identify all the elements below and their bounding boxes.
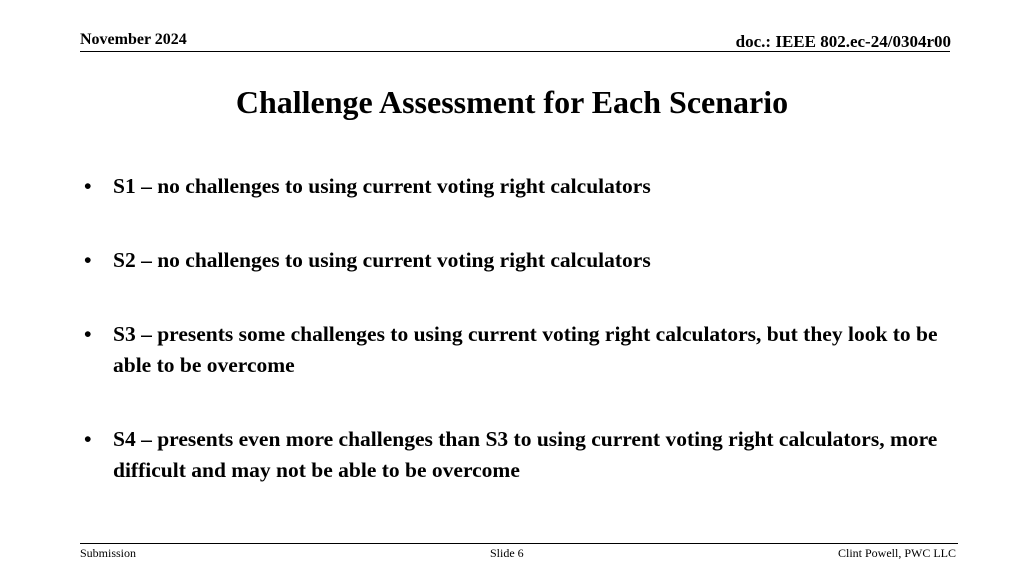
bullet-text: S3 – presents some challenges to using current voting right calculators, but they look to be able to be overcome [113,322,938,377]
bullet-marker-icon: • [84,427,92,451]
bullet-item-s1 [84,171,964,202]
footer-submission: Submission [80,546,137,560]
bullet-text: S4 – presents even more challenges than S3 to using current voting right calculators, more difficult and may not be able to be overcome [113,427,938,482]
bullet-marker-icon: • [84,322,92,346]
header-doc-id: doc.: IEEE 802.ec-24/0304r00 [735,32,951,51]
header-divider [80,51,950,52]
bullet-text: S2 – no challenges to using current voting right calculators [113,248,651,272]
bullet-marker-icon: • [84,248,92,272]
slide-title: Challenge Assessment for Each Scenario [235,84,789,120]
bullet-marker-icon: • [84,174,92,198]
bullet-item-s4 [84,424,964,486]
footer-slide-number: Slide 6 [490,546,524,560]
header-date: November 2024 [80,31,187,48]
bullet-list [84,171,964,529]
footer-divider [80,543,958,544]
bullet-item-s2 [84,245,964,276]
bullet-text: S1 – no challenges to using current voting right calculators [113,174,651,198]
footer-author: Clint Powell, PWC LLC [837,546,956,560]
bullet-item-s3 [84,319,964,381]
